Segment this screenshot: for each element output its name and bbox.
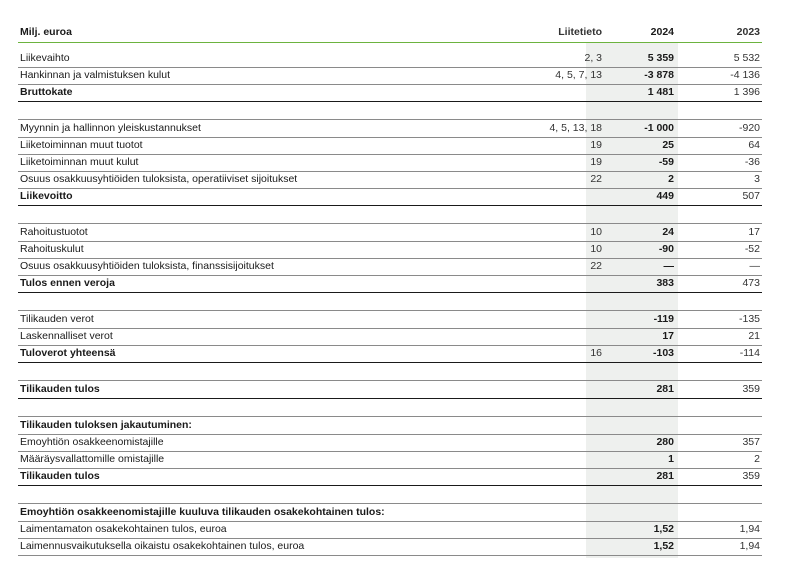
table-row <box>18 241 762 259</box>
row-value-2023: 1 396 <box>733 86 760 98</box>
row-value-2023: 507 <box>742 190 760 202</box>
row-note: 4, 5, 7, 13 <box>555 69 602 81</box>
row-label: Laskennalliset verot <box>20 330 113 342</box>
row-label: Tulos ennen veroja <box>20 277 115 289</box>
row-value-2024: 280 <box>656 436 674 448</box>
row-value-2023: 359 <box>742 383 760 395</box>
row-label: Rahoituskulut <box>20 243 84 255</box>
row-value-2023: 64 <box>748 139 760 151</box>
table-row-total <box>18 84 762 102</box>
row-value-2023: -920 <box>738 122 760 134</box>
table-row <box>18 311 762 329</box>
table-row <box>18 328 762 346</box>
table-row <box>18 67 762 85</box>
spacer-row <box>18 206 762 224</box>
row-label: Liiketoiminnan muut tuotot <box>20 139 143 151</box>
row-value-2024: 281 <box>656 383 674 395</box>
row-label: Liikevaihto <box>20 52 70 64</box>
section-heading-row <box>18 417 762 435</box>
table-row <box>18 137 762 155</box>
row-value-2023: -114 <box>739 347 760 359</box>
row-value-2024: — <box>663 260 674 272</box>
table-row-total <box>18 188 762 206</box>
row-value-2024: 1 <box>668 453 674 465</box>
row-value-2024: -119 <box>653 313 674 325</box>
row-value-2023: 357 <box>742 436 760 448</box>
row-value-2023: — <box>749 260 760 272</box>
row-value-2024: 5 359 <box>647 52 674 64</box>
header-note: Liitetieto <box>558 26 602 38</box>
spacer-row <box>18 363 762 381</box>
row-note: 22 <box>590 173 602 185</box>
row-value-2023: 473 <box>742 277 760 289</box>
row-label: Liiketoiminnan muut kulut <box>20 156 139 168</box>
table-row <box>18 120 762 138</box>
row-label: Tilikauden tulos <box>20 383 100 395</box>
row-value-2024: -103 <box>652 347 674 359</box>
row-label: Osuus osakkuusyhtiöiden tuloksista, finanssisijoitukset <box>20 260 274 272</box>
row-label: Rahoitustuotot <box>20 226 88 238</box>
row-note: 2, 3 <box>584 52 602 64</box>
row-note: 10 <box>590 243 602 255</box>
row-value-2024: 383 <box>656 277 674 289</box>
spacer-row <box>18 486 762 504</box>
table-row <box>18 224 762 242</box>
table-row-total <box>18 345 762 363</box>
row-label: Määräysvallattomille omistajille <box>20 453 165 465</box>
row-value-2023: 17 <box>748 226 760 238</box>
row-value-2023: -4 136 <box>730 69 760 81</box>
row-label: Tuloverot yhteensä <box>20 347 116 359</box>
row-value-2023: 1,94 <box>739 540 760 552</box>
spacer-row <box>18 102 762 120</box>
row-label: Emoyhtiön osakkeenomistajille <box>20 436 164 448</box>
table-header <box>18 24 762 43</box>
table-row <box>18 434 762 452</box>
row-label: Laimentamaton osakekohtainen tulos, euroa <box>20 523 227 535</box>
row-value-2024: 24 <box>662 226 674 238</box>
spacer-row <box>18 293 762 311</box>
row-value-2024: 2 <box>668 173 674 185</box>
row-value-2024: 1,52 <box>653 523 674 535</box>
row-value-2023: 3 <box>754 173 760 185</box>
row-value-2023: 1,94 <box>739 523 760 535</box>
row-label: Tilikauden verot <box>20 313 94 325</box>
row-value-2024: -90 <box>658 243 674 255</box>
row-note: 19 <box>590 139 602 151</box>
row-value-2024: -59 <box>658 156 674 168</box>
row-value-2024: 17 <box>662 330 674 342</box>
row-value-2024: 281 <box>656 470 674 482</box>
row-label: Laimennusvaikutuksella oikaistu osakekohtainen tulos, euroa <box>20 540 305 552</box>
row-value-2023: -135 <box>738 313 760 325</box>
table-row <box>18 154 762 172</box>
row-label: Hankinnan ja valmistuksen kulut <box>20 69 170 81</box>
section-heading-row <box>18 504 762 522</box>
table-row <box>18 451 762 469</box>
table-row <box>18 171 762 189</box>
row-value-2024: -3 878 <box>644 69 674 81</box>
row-value-2024: 1,52 <box>653 540 674 552</box>
row-label: Emoyhtiön osakkeenomistajille kuuluva tilikauden osakekohtainen tulos: <box>20 506 385 518</box>
row-value-2024: 25 <box>662 139 674 151</box>
row-note: 4, 5, 13, 18 <box>549 122 602 134</box>
table-row <box>18 50 762 68</box>
row-label: Tilikauden tuloksen jakautuminen: <box>20 419 192 431</box>
spacer-row <box>18 399 762 417</box>
table-row <box>18 538 762 556</box>
table-row <box>18 521 762 539</box>
row-note: 10 <box>590 226 602 238</box>
table-row <box>18 258 762 276</box>
row-label: Myynnin ja hallinnon yleiskustannukset <box>20 122 201 134</box>
header-2024: 2024 <box>650 26 674 38</box>
header-label: Milj. euroa <box>20 26 72 38</box>
row-value-2023: -52 <box>744 243 760 255</box>
row-label: Tilikauden tulos <box>20 470 100 482</box>
row-value-2023: 2 <box>754 453 760 465</box>
row-label: Osuus osakkuusyhtiöiden tuloksista, operatiiviset sijoitukset <box>20 173 298 185</box>
row-note: 16 <box>590 347 602 359</box>
row-value-2023: 21 <box>748 330 760 342</box>
table-row-total <box>18 468 762 486</box>
row-value-2024: -1 000 <box>644 122 674 134</box>
row-note: 22 <box>590 260 602 272</box>
row-value-2023: 359 <box>742 470 760 482</box>
row-value-2023: -36 <box>744 156 760 168</box>
row-value-2023: 5 532 <box>733 52 760 64</box>
header-2023: 2023 <box>736 26 760 38</box>
row-label: Liikevoitto <box>20 190 73 202</box>
row-label: Bruttokate <box>20 86 73 98</box>
row-note: 19 <box>590 156 602 168</box>
table-row-total <box>18 381 762 399</box>
row-value-2024: 449 <box>656 190 674 202</box>
row-value-2024: 1 481 <box>647 86 674 98</box>
table-row-total <box>18 275 762 293</box>
